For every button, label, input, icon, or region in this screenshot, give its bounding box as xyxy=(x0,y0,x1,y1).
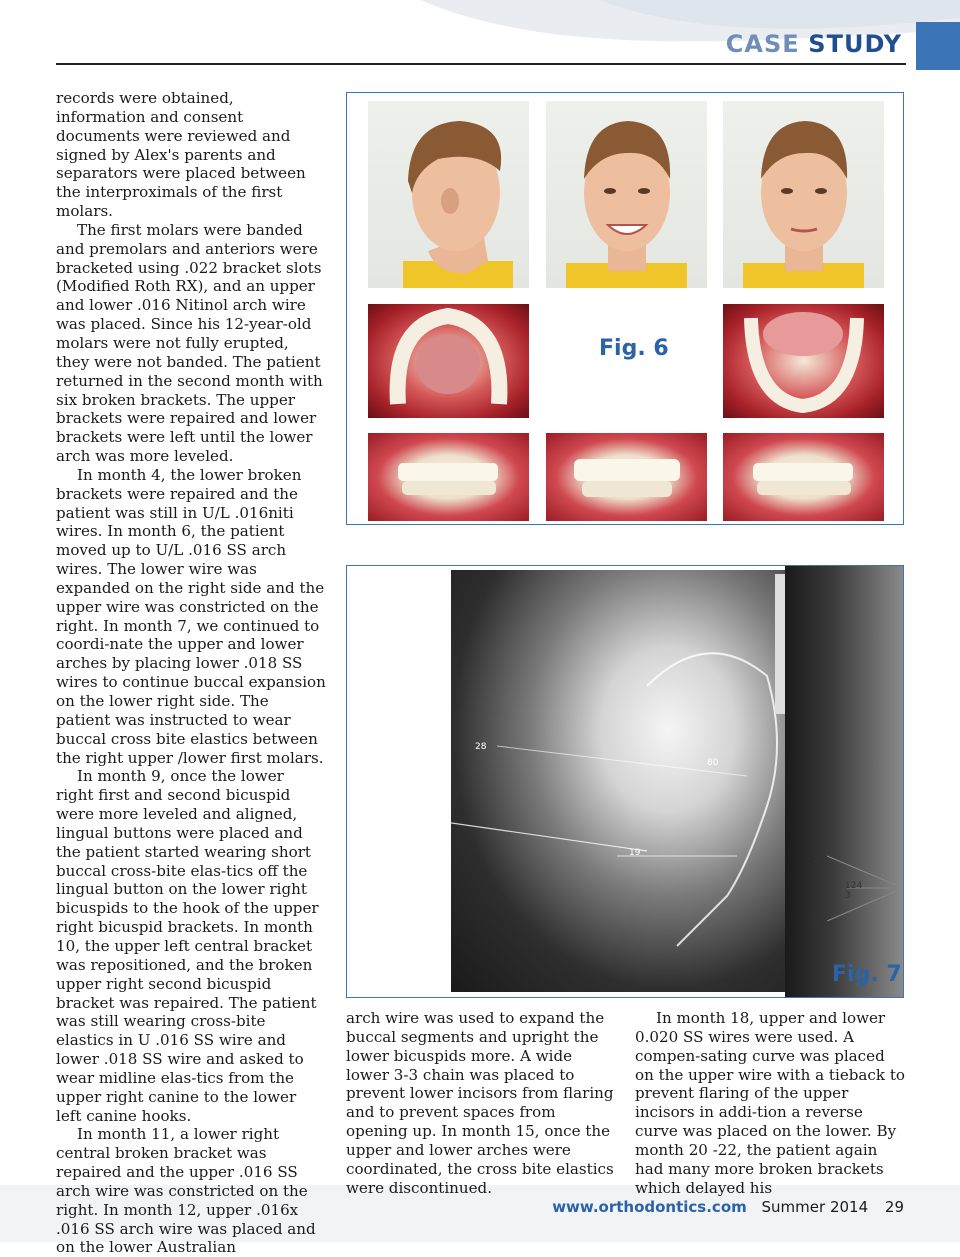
ceph-label: 6 xyxy=(822,929,828,939)
figure-7-label: Fig. 7 xyxy=(832,962,902,987)
section-title-part1: CASE xyxy=(725,30,800,58)
page-number: 29 xyxy=(884,1198,904,1216)
middle-text-column xyxy=(346,1009,614,1197)
body-paragraph: In month 18, upper and lower 0.020 SS wires were used. A compen-sating curve was placed on the upper wire with a tieback to prevent flaring of the upper incisors in addi-tion a reverse curve was placed on the lower. By month 20 -22, the patient again had many more broken brackets which delayed his xyxy=(635,1009,905,1197)
header-color-tab xyxy=(916,22,960,70)
website-link[interactable]: www.orthodontics.com xyxy=(552,1198,747,1216)
issue-date: Summer 2014 xyxy=(761,1198,869,1216)
page-footer xyxy=(552,1198,904,1216)
upper-occlusal-photo xyxy=(368,304,529,418)
face-frontal-photo xyxy=(723,101,884,288)
body-paragraph: records were obtained, information and consent documents were reviewed and signed by Alex's parents and separators were placed between the interproximals of the first molars. xyxy=(56,89,306,221)
body-paragraph: In month 4, the lower broken brackets were repaired and the patient was still in U/L .016niti wires. In month 6, the patient moved up to U/L .016 SS arch wires. The lower wire was expanded on the right side and the upper wire was constricted on the right. In month 7, we continued to coordi-nate the upper and lower arches by placing lower .018 SS wires to continue buccal expansion on the lower right side. The patient was instructed to wear buccal cross bite elastics between the right upper /lower first molars. xyxy=(56,465,326,767)
section-title xyxy=(726,30,902,58)
header-divider xyxy=(56,63,906,65)
body-paragraph: arch wire was used to expand the buccal segments and upright the lower bicuspids more. A wide lower 3-3 chain was placed to prevent lower incisors from flaring and to prevent spaces from opening up. In month 15, once the upper and lower arches were coordinated, the cross bite elastics were discontinued. xyxy=(346,1009,614,1197)
figure-6-panel xyxy=(346,92,904,525)
face-profile-photo xyxy=(368,101,529,288)
frontal-occlusion-photo xyxy=(546,433,707,521)
figure-7-panel xyxy=(346,565,904,998)
section-title-part2: STUDY xyxy=(808,30,902,58)
body-paragraph: The first molars were banded and premolars and anteriors were bracketed using .022 bracket slots (Modified Roth RX), and an upper and lower .016 Nitinol arch wire was placed. Since his 12-year-old molars were not fully erupted, they were not banded. The patient returned in the second month with six broken brackets. The upper brackets were repaired and lower brackets were left until the lower arch was more leveled. xyxy=(56,220,323,466)
ceph-label: 12 xyxy=(813,917,825,927)
ceph-label: 20 xyxy=(813,855,825,865)
figure-6-label: Fig. 6 xyxy=(599,336,669,361)
ceph-label: 28 xyxy=(475,742,487,752)
cephalometric-tracing xyxy=(347,566,903,997)
right-text-column xyxy=(635,1009,905,1197)
lower-occlusal-photo xyxy=(723,304,884,418)
face-smiling-photo xyxy=(546,101,707,288)
ceph-label: 124 xyxy=(845,881,863,891)
right-buccal-photo xyxy=(368,433,529,521)
body-paragraph: In month 11, a lower right central broken bracket was repaired and the upper .016 SS arch wire was constricted on the right. In month 12, upper .016x .016 SS arch wire was placed and on the lower Australian xyxy=(56,1125,316,1257)
ceph-label: 3 xyxy=(845,891,851,901)
ceph-label: 3 xyxy=(819,842,825,852)
left-buccal-photo xyxy=(723,433,884,521)
ceph-label: 19 xyxy=(629,848,641,858)
ceph-label: 80 xyxy=(707,758,719,768)
body-paragraph: In month 9, once the lower right first and second bicuspid were more leveled and aligned, lingual buttons were placed and the patient started wearing short buccal cross-bite elas-tics off the lingual button on the lower right bicuspids to the hook of the upper right bicuspid brackets. In month 10, the upper left central bracket was repositioned, and the broken upper right second bicuspid bracket was repaired. The patient was still wearing cross-bite elastics in U .016 SS wire and lower .018 SS wire and asked to wear midline elas-tics from the upper right canine to the lower left canine hooks. xyxy=(56,767,319,1125)
left-text-column xyxy=(56,89,326,1257)
